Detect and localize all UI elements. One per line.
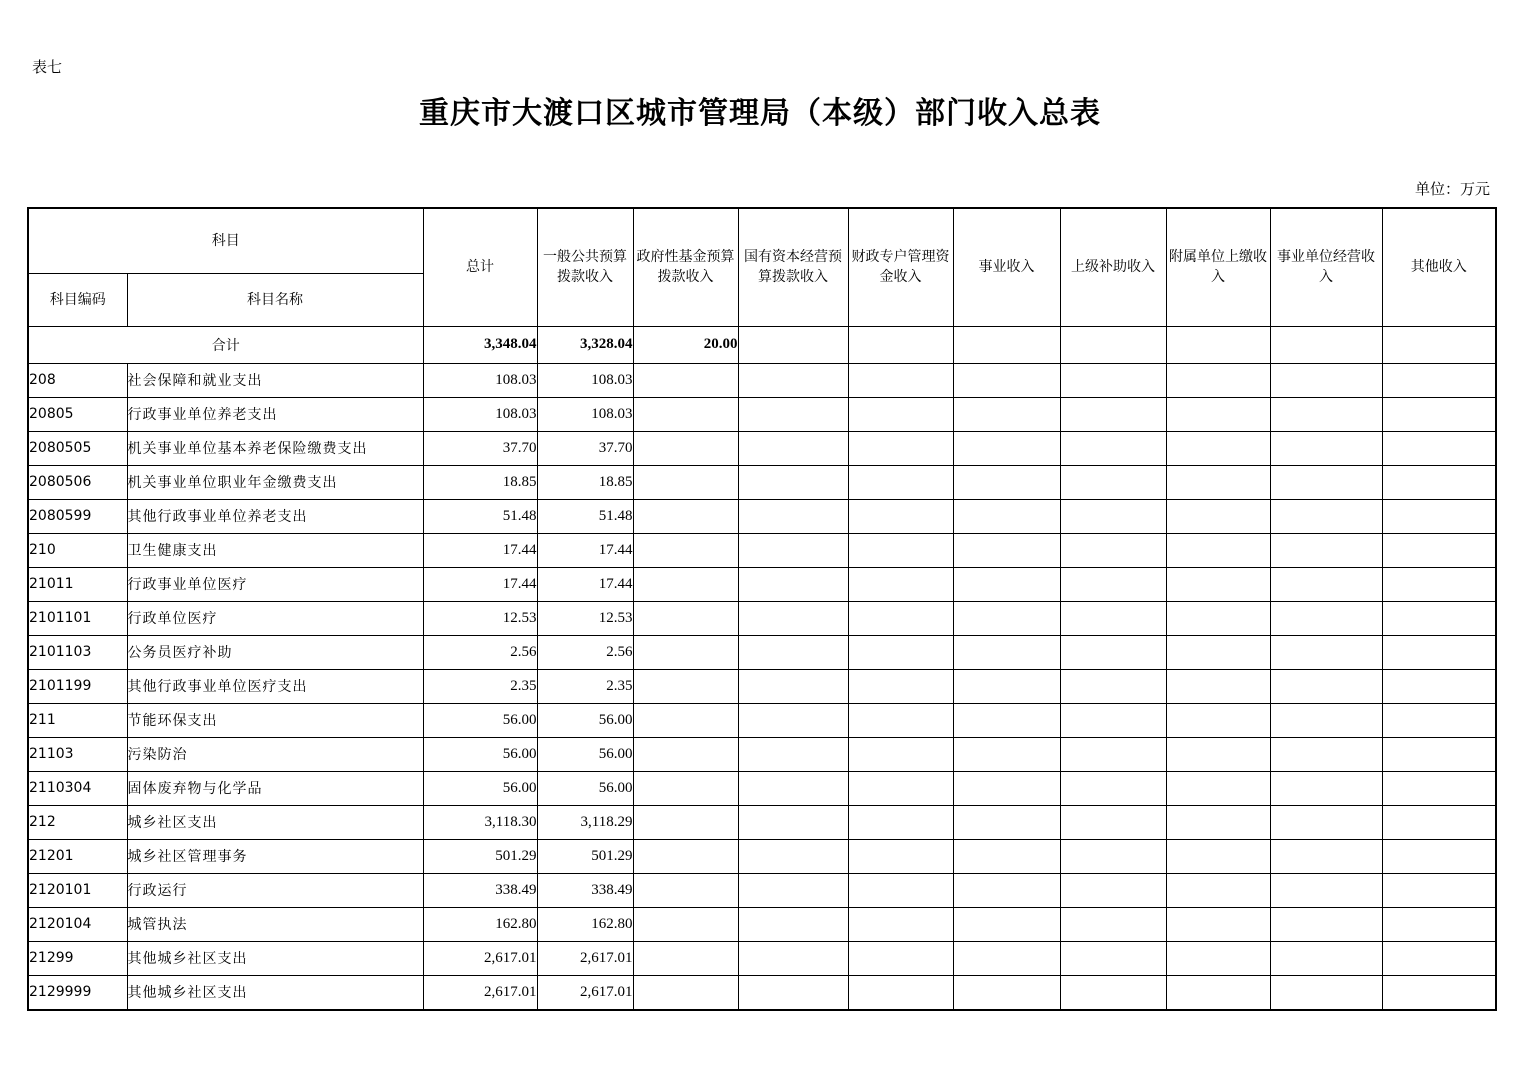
state-capital-cell — [738, 397, 848, 431]
total-cell: 501.29 — [423, 839, 537, 873]
total-cell-total: 3,348.04 — [423, 326, 537, 363]
general-budget-cell: 338.49 — [537, 873, 633, 907]
subject-code-cell: 21299 — [28, 941, 127, 975]
gov-fund-cell — [633, 601, 738, 635]
total-cell-operating-income — [1270, 326, 1382, 363]
subject-name-cell: 其他城乡社区支出 — [127, 975, 423, 1010]
general-budget-cell: 2,617.01 — [537, 941, 633, 975]
operating-income-cell — [1270, 941, 1382, 975]
state-capital-cell — [738, 669, 848, 703]
state-capital-cell — [738, 567, 848, 601]
subject-code-cell: 2120104 — [28, 907, 127, 941]
subject-name-cell: 城乡社区支出 — [127, 805, 423, 839]
other-income-cell — [1382, 601, 1496, 635]
other-income-cell — [1382, 975, 1496, 1010]
affiliated-income-cell — [1166, 635, 1270, 669]
superior-subsidy-cell — [1060, 533, 1166, 567]
total-cell: 56.00 — [423, 737, 537, 771]
total-cell-gov-fund: 20.00 — [633, 326, 738, 363]
operating-income-cell — [1270, 465, 1382, 499]
business-income-cell — [953, 499, 1060, 533]
gov-fund-cell — [633, 363, 738, 397]
state-capital-cell — [738, 873, 848, 907]
state-capital-cell — [738, 601, 848, 635]
total-cell: 338.49 — [423, 873, 537, 907]
total-cell: 17.44 — [423, 533, 537, 567]
subject-code-cell: 208 — [28, 363, 127, 397]
operating-income-cell — [1270, 907, 1382, 941]
fiscal-special-cell — [848, 703, 953, 737]
business-income-cell — [953, 873, 1060, 907]
state-capital-cell — [738, 771, 848, 805]
general-budget-cell: 2.35 — [537, 669, 633, 703]
table-row — [28, 465, 1496, 499]
general-budget-cell: 51.48 — [537, 499, 633, 533]
gov-fund-cell — [633, 873, 738, 907]
affiliated-income-cell — [1166, 397, 1270, 431]
superior-subsidy-cell — [1060, 499, 1166, 533]
page-title: 重庆市大渡口区城市管理局（本级）部门收入总表 — [419, 96, 1101, 131]
affiliated-income-cell — [1166, 669, 1270, 703]
business-income-cell — [953, 533, 1060, 567]
other-income-cell — [1382, 499, 1496, 533]
table-row — [28, 907, 1496, 941]
subject-code-cell: 2080506 — [28, 465, 127, 499]
total-cell: 2.56 — [423, 635, 537, 669]
subject-name-cell: 行政事业单位医疗 — [127, 567, 423, 601]
state-capital-cell — [738, 805, 848, 839]
fiscal-special-cell — [848, 839, 953, 873]
state-capital-cell — [738, 975, 848, 1010]
business-income-cell — [953, 465, 1060, 499]
subject-code-cell: 212 — [28, 805, 127, 839]
state-capital-cell — [738, 839, 848, 873]
state-capital-cell — [738, 907, 848, 941]
other-income-cell — [1382, 397, 1496, 431]
total-cell: 3,118.30 — [423, 805, 537, 839]
fiscal-special-cell — [848, 805, 953, 839]
subject-code-cell: 2101103 — [28, 635, 127, 669]
affiliated-income-cell — [1166, 363, 1270, 397]
table-row — [28, 431, 1496, 465]
affiliated-income-cell — [1166, 941, 1270, 975]
subject-code-cell: 210 — [28, 533, 127, 567]
fiscal-special-cell — [848, 601, 953, 635]
total-cell: 56.00 — [423, 703, 537, 737]
subject-code-cell: 21103 — [28, 737, 127, 771]
superior-subsidy-cell — [1060, 737, 1166, 771]
other-income-cell — [1382, 873, 1496, 907]
table-label: 表七 — [32, 58, 63, 76]
subject-code-cell: 21201 — [28, 839, 127, 873]
subject-code-cell: 211 — [28, 703, 127, 737]
total-label: 合计 — [28, 326, 423, 363]
fiscal-special-cell — [848, 567, 953, 601]
affiliated-income-cell — [1166, 431, 1270, 465]
table-row — [28, 703, 1496, 737]
subject-code-cell: 2110304 — [28, 771, 127, 805]
state-capital-cell — [738, 635, 848, 669]
total-cell-fiscal-special — [848, 326, 953, 363]
header-subject: 科目 — [28, 208, 423, 273]
header-operating-income: 事业单位经营收入 — [1270, 208, 1382, 326]
header-subject-name: 科目名称 — [127, 273, 423, 326]
fiscal-special-cell — [848, 635, 953, 669]
business-income-cell — [953, 635, 1060, 669]
operating-income-cell — [1270, 567, 1382, 601]
other-income-cell — [1382, 567, 1496, 601]
subject-name-cell: 行政事业单位养老支出 — [127, 397, 423, 431]
general-budget-cell: 501.29 — [537, 839, 633, 873]
operating-income-cell — [1270, 601, 1382, 635]
other-income-cell — [1382, 533, 1496, 567]
subject-code-cell: 2101101 — [28, 601, 127, 635]
affiliated-income-cell — [1166, 839, 1270, 873]
affiliated-income-cell — [1166, 601, 1270, 635]
superior-subsidy-cell — [1060, 941, 1166, 975]
total-row — [28, 326, 1496, 363]
gov-fund-cell — [633, 533, 738, 567]
subject-name-cell: 城乡社区管理事务 — [127, 839, 423, 873]
superior-subsidy-cell — [1060, 567, 1166, 601]
business-income-cell — [953, 703, 1060, 737]
general-budget-cell: 56.00 — [537, 771, 633, 805]
subject-name-cell: 其他行政事业单位养老支出 — [127, 499, 423, 533]
fiscal-special-cell — [848, 465, 953, 499]
state-capital-cell — [738, 465, 848, 499]
table-row — [28, 975, 1496, 1010]
table-row — [28, 941, 1496, 975]
business-income-cell — [953, 669, 1060, 703]
total-cell: 12.53 — [423, 601, 537, 635]
subject-code-cell: 20805 — [28, 397, 127, 431]
state-capital-cell — [738, 737, 848, 771]
header-superior-subsidy: 上级补助收入 — [1060, 208, 1166, 326]
general-budget-cell: 12.53 — [537, 601, 633, 635]
business-income-cell — [953, 839, 1060, 873]
header-subject-code: 科目编码 — [28, 273, 127, 326]
subject-name-cell: 节能环保支出 — [127, 703, 423, 737]
fiscal-special-cell — [848, 533, 953, 567]
gov-fund-cell — [633, 499, 738, 533]
total-cell-other-income — [1382, 326, 1496, 363]
gov-fund-cell — [633, 431, 738, 465]
gov-fund-cell — [633, 975, 738, 1010]
table-row — [28, 601, 1496, 635]
operating-income-cell — [1270, 737, 1382, 771]
state-capital-cell — [738, 431, 848, 465]
header-fiscal-special: 财政专户管理资金收入 — [848, 208, 953, 326]
total-cell: 17.44 — [423, 567, 537, 601]
table-row — [28, 737, 1496, 771]
superior-subsidy-cell — [1060, 465, 1166, 499]
superior-subsidy-cell — [1060, 397, 1166, 431]
other-income-cell — [1382, 805, 1496, 839]
subject-code-cell: 2129999 — [28, 975, 127, 1010]
superior-subsidy-cell — [1060, 907, 1166, 941]
operating-income-cell — [1270, 431, 1382, 465]
operating-income-cell — [1270, 397, 1382, 431]
subject-name-cell: 行政单位医疗 — [127, 601, 423, 635]
fiscal-special-cell — [848, 907, 953, 941]
table-row — [28, 533, 1496, 567]
total-cell-superior-subsidy — [1060, 326, 1166, 363]
superior-subsidy-cell — [1060, 635, 1166, 669]
operating-income-cell — [1270, 669, 1382, 703]
total-cell: 56.00 — [423, 771, 537, 805]
gov-fund-cell — [633, 669, 738, 703]
other-income-cell — [1382, 839, 1496, 873]
gov-fund-cell — [633, 805, 738, 839]
business-income-cell — [953, 431, 1060, 465]
subject-code-cell: 2080599 — [28, 499, 127, 533]
gov-fund-cell — [633, 771, 738, 805]
other-income-cell — [1382, 771, 1496, 805]
business-income-cell — [953, 601, 1060, 635]
affiliated-income-cell — [1166, 737, 1270, 771]
state-capital-cell — [738, 703, 848, 737]
subject-code-cell: 21011 — [28, 567, 127, 601]
operating-income-cell — [1270, 533, 1382, 567]
general-budget-cell: 56.00 — [537, 703, 633, 737]
gov-fund-cell — [633, 635, 738, 669]
header-business-income: 事业收入 — [953, 208, 1060, 326]
general-budget-cell: 17.44 — [537, 533, 633, 567]
operating-income-cell — [1270, 363, 1382, 397]
total-cell: 51.48 — [423, 499, 537, 533]
general-budget-cell: 162.80 — [537, 907, 633, 941]
total-cell: 18.85 — [423, 465, 537, 499]
operating-income-cell — [1270, 873, 1382, 907]
business-income-cell — [953, 567, 1060, 601]
other-income-cell — [1382, 431, 1496, 465]
table-row — [28, 363, 1496, 397]
total-cell: 2.35 — [423, 669, 537, 703]
superior-subsidy-cell — [1060, 805, 1166, 839]
superior-subsidy-cell — [1060, 873, 1166, 907]
general-budget-cell: 56.00 — [537, 737, 633, 771]
header-affiliated-income: 附属单位上缴收入 — [1166, 208, 1270, 326]
header-other-income: 其他收入 — [1382, 208, 1496, 326]
other-income-cell — [1382, 907, 1496, 941]
total-cell: 108.03 — [423, 397, 537, 431]
subject-name-cell: 社会保障和就业支出 — [127, 363, 423, 397]
unit-label: 单位：万元 — [1414, 180, 1490, 198]
general-budget-cell: 17.44 — [537, 567, 633, 601]
superior-subsidy-cell — [1060, 975, 1166, 1010]
superior-subsidy-cell — [1060, 771, 1166, 805]
operating-income-cell — [1270, 499, 1382, 533]
operating-income-cell — [1270, 635, 1382, 669]
superior-subsidy-cell — [1060, 703, 1166, 737]
gov-fund-cell — [633, 397, 738, 431]
superior-subsidy-cell — [1060, 839, 1166, 873]
gov-fund-cell — [633, 703, 738, 737]
total-cell: 37.70 — [423, 431, 537, 465]
total-cell: 108.03 — [423, 363, 537, 397]
subject-name-cell: 卫生健康支出 — [127, 533, 423, 567]
other-income-cell — [1382, 363, 1496, 397]
header-gov-fund: 政府性基金预算拨款收入 — [633, 208, 738, 326]
fiscal-special-cell — [848, 397, 953, 431]
superior-subsidy-cell — [1060, 669, 1166, 703]
operating-income-cell — [1270, 839, 1382, 873]
gov-fund-cell — [633, 941, 738, 975]
subject-name-cell: 污染防治 — [127, 737, 423, 771]
operating-income-cell — [1270, 805, 1382, 839]
table-row — [28, 669, 1496, 703]
affiliated-income-cell — [1166, 465, 1270, 499]
fiscal-special-cell — [848, 771, 953, 805]
business-income-cell — [953, 805, 1060, 839]
table-row — [28, 567, 1496, 601]
fiscal-special-cell — [848, 363, 953, 397]
other-income-cell — [1382, 635, 1496, 669]
affiliated-income-cell — [1166, 703, 1270, 737]
fiscal-special-cell — [848, 669, 953, 703]
affiliated-income-cell — [1166, 533, 1270, 567]
gov-fund-cell — [633, 465, 738, 499]
table-row — [28, 805, 1496, 839]
gov-fund-cell — [633, 567, 738, 601]
operating-income-cell — [1270, 975, 1382, 1010]
superior-subsidy-cell — [1060, 431, 1166, 465]
subject-code-cell: 2101199 — [28, 669, 127, 703]
table-row — [28, 397, 1496, 431]
subject-name-cell: 机关事业单位基本养老保险缴费支出 — [127, 431, 423, 465]
subject-name-cell: 城管执法 — [127, 907, 423, 941]
operating-income-cell — [1270, 703, 1382, 737]
affiliated-income-cell — [1166, 907, 1270, 941]
header-general-budget: 一般公共预算拨款收入 — [537, 208, 633, 326]
business-income-cell — [953, 737, 1060, 771]
fiscal-special-cell — [848, 737, 953, 771]
other-income-cell — [1382, 737, 1496, 771]
total-cell-business-income — [953, 326, 1060, 363]
income-summary-table — [27, 207, 1497, 1011]
table-row — [28, 635, 1496, 669]
subject-name-cell: 行政运行 — [127, 873, 423, 907]
state-capital-cell — [738, 363, 848, 397]
gov-fund-cell — [633, 839, 738, 873]
total-cell-affiliated-income — [1166, 326, 1270, 363]
affiliated-income-cell — [1166, 805, 1270, 839]
other-income-cell — [1382, 941, 1496, 975]
total-cell-state-capital — [738, 326, 848, 363]
subject-name-cell: 固体废弃物与化学品 — [127, 771, 423, 805]
business-income-cell — [953, 363, 1060, 397]
general-budget-cell: 37.70 — [537, 431, 633, 465]
affiliated-income-cell — [1166, 873, 1270, 907]
business-income-cell — [953, 941, 1060, 975]
fiscal-special-cell — [848, 873, 953, 907]
total-cell: 2,617.01 — [423, 941, 537, 975]
subject-name-cell: 其他行政事业单位医疗支出 — [127, 669, 423, 703]
header-total: 总计 — [423, 208, 537, 326]
fiscal-special-cell — [848, 975, 953, 1010]
total-cell-general-budget: 3,328.04 — [537, 326, 633, 363]
general-budget-cell: 18.85 — [537, 465, 633, 499]
other-income-cell — [1382, 669, 1496, 703]
subject-name-cell: 机关事业单位职业年金缴费支出 — [127, 465, 423, 499]
business-income-cell — [953, 397, 1060, 431]
table-row — [28, 839, 1496, 873]
gov-fund-cell — [633, 737, 738, 771]
general-budget-cell: 108.03 — [537, 363, 633, 397]
affiliated-income-cell — [1166, 567, 1270, 601]
affiliated-income-cell — [1166, 499, 1270, 533]
total-cell: 2,617.01 — [423, 975, 537, 1010]
state-capital-cell — [738, 499, 848, 533]
gov-fund-cell — [633, 907, 738, 941]
table-row — [28, 499, 1496, 533]
operating-income-cell — [1270, 771, 1382, 805]
business-income-cell — [953, 975, 1060, 1010]
subject-name-cell: 其他城乡社区支出 — [127, 941, 423, 975]
general-budget-cell: 108.03 — [537, 397, 633, 431]
subject-name-cell: 公务员医疗补助 — [127, 635, 423, 669]
table-row — [28, 873, 1496, 907]
fiscal-special-cell — [848, 941, 953, 975]
subject-code-cell: 2120101 — [28, 873, 127, 907]
table-row — [28, 771, 1496, 805]
general-budget-cell: 2.56 — [537, 635, 633, 669]
superior-subsidy-cell — [1060, 363, 1166, 397]
general-budget-cell: 3,118.29 — [537, 805, 633, 839]
other-income-cell — [1382, 703, 1496, 737]
other-income-cell — [1382, 465, 1496, 499]
general-budget-cell: 2,617.01 — [537, 975, 633, 1010]
subject-code-cell: 2080505 — [28, 431, 127, 465]
fiscal-special-cell — [848, 431, 953, 465]
fiscal-special-cell — [848, 499, 953, 533]
affiliated-income-cell — [1166, 771, 1270, 805]
state-capital-cell — [738, 941, 848, 975]
business-income-cell — [953, 771, 1060, 805]
superior-subsidy-cell — [1060, 601, 1166, 635]
total-cell: 162.80 — [423, 907, 537, 941]
business-income-cell — [953, 907, 1060, 941]
affiliated-income-cell — [1166, 975, 1270, 1010]
state-capital-cell — [738, 533, 848, 567]
header-state-capital: 国有资本经营预算拨款收入 — [738, 208, 848, 326]
